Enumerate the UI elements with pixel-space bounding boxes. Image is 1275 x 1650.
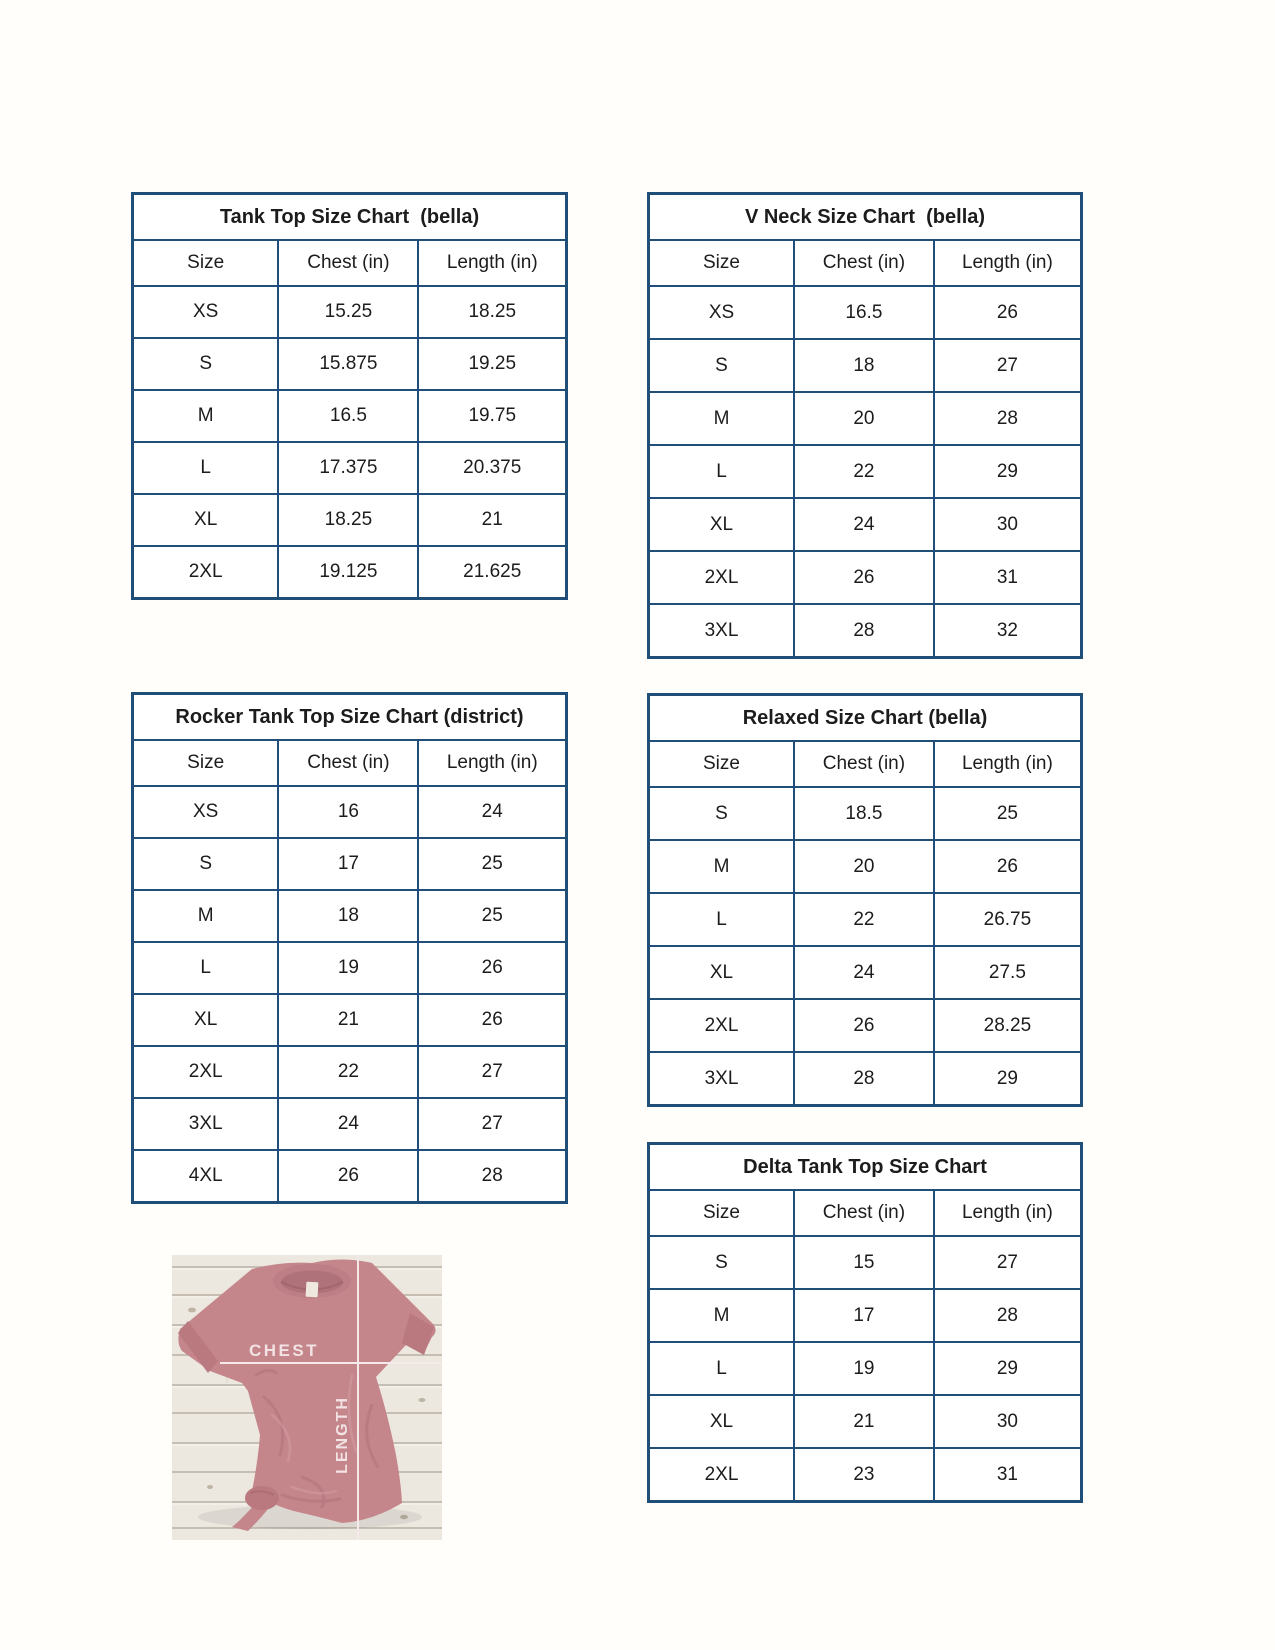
size-cell: XL [133, 994, 279, 1046]
length-cell: 19.75 [418, 390, 566, 442]
length-cell: 31 [934, 551, 1082, 604]
tshirt-measurement-illustration [172, 1255, 442, 1540]
column-header-size: Size [133, 240, 279, 286]
table-row [649, 392, 1082, 445]
table-title: V Neck Size Chart (bella) [649, 194, 1082, 241]
chest-cell: 15 [794, 1236, 934, 1289]
column-header-length: Length (in) [418, 240, 566, 286]
table-title: Rocker Tank Top Size Chart (district) [133, 694, 567, 741]
rocker-tank-top-size-table [131, 692, 568, 1204]
table-title: Tank Top Size Chart (bella) [133, 194, 567, 241]
length-label: LENGTH [334, 1396, 351, 1474]
size-cell: L [133, 942, 279, 994]
table-row [649, 840, 1082, 893]
table-row [649, 999, 1082, 1052]
size-cell: S [133, 338, 279, 390]
length-cell: 18.25 [418, 286, 566, 338]
size-cell: 2XL [649, 999, 794, 1052]
chest-cell: 24 [794, 946, 934, 999]
table-title: Relaxed Size Chart (bella) [649, 695, 1082, 742]
column-header-size: Size [649, 240, 794, 286]
chest-cell: 16 [278, 786, 418, 838]
chest-cell: 17 [278, 838, 418, 890]
table-row [649, 286, 1082, 339]
size-cell: L [649, 893, 794, 946]
table-row [649, 498, 1082, 551]
table-row [133, 1150, 567, 1203]
table-row [649, 551, 1082, 604]
size-cell: S [133, 838, 279, 890]
chest-cell: 16.5 [278, 390, 418, 442]
chest-cell: 24 [794, 498, 934, 551]
column-header-length: Length (in) [934, 240, 1082, 286]
length-cell: 21.625 [418, 546, 566, 599]
length-cell: 27 [934, 339, 1082, 392]
length-cell: 29 [934, 445, 1082, 498]
length-cell: 27.5 [934, 946, 1082, 999]
column-header-chest: Chest (in) [794, 741, 934, 787]
size-cell: 3XL [649, 1052, 794, 1106]
table-row [649, 1052, 1082, 1106]
tank-top-size-table [131, 192, 568, 600]
size-cell: 2XL [649, 1448, 794, 1502]
table-row [133, 1046, 567, 1098]
chest-cell: 26 [794, 551, 934, 604]
column-header-length: Length (in) [934, 741, 1082, 787]
chest-cell: 24 [278, 1098, 418, 1150]
length-cell: 26.75 [934, 893, 1082, 946]
table-row [649, 445, 1082, 498]
table-row [133, 890, 567, 942]
size-cell: XS [649, 286, 794, 339]
length-cell: 28.25 [934, 999, 1082, 1052]
column-header-size: Size [649, 741, 794, 787]
chest-cell: 20 [794, 840, 934, 893]
table-row [649, 339, 1082, 392]
length-cell: 28 [934, 1289, 1082, 1342]
chest-cell: 22 [794, 893, 934, 946]
chest-cell: 22 [794, 445, 934, 498]
chest-cell: 23 [794, 1448, 934, 1502]
size-cell: XL [649, 946, 794, 999]
length-cell: 19.25 [418, 338, 566, 390]
length-cell: 32 [934, 604, 1082, 658]
chest-cell: 21 [794, 1395, 934, 1448]
table-row [649, 893, 1082, 946]
table-row [649, 1236, 1082, 1289]
table-row [133, 546, 567, 599]
column-header-chest: Chest (in) [278, 740, 418, 786]
collar [273, 1264, 351, 1298]
chest-cell: 22 [278, 1046, 418, 1098]
length-cell: 30 [934, 498, 1082, 551]
size-cell: 2XL [133, 546, 279, 599]
column-header-size: Size [133, 740, 279, 786]
table-title: Delta Tank Top Size Chart [649, 1144, 1082, 1191]
length-cell: 27 [934, 1236, 1082, 1289]
column-header-size: Size [649, 1190, 794, 1236]
table-row [133, 942, 567, 994]
chest-label: CHEST [248, 1341, 320, 1360]
chest-cell: 19 [794, 1342, 934, 1395]
chest-cell: 21 [278, 994, 418, 1046]
table-row [133, 286, 567, 338]
delta-tank-top-size-table [647, 1142, 1083, 1503]
table-row [649, 1448, 1082, 1502]
chest-cell: 16.5 [794, 286, 934, 339]
length-cell: 29 [934, 1342, 1082, 1395]
chest-cell: 20 [794, 392, 934, 445]
column-header-length: Length (in) [418, 740, 566, 786]
chest-cell: 18.5 [794, 787, 934, 840]
size-cell: 3XL [133, 1098, 279, 1150]
chest-cell: 15.875 [278, 338, 418, 390]
size-cell: M [649, 392, 794, 445]
size-cell: M [649, 1289, 794, 1342]
table-row [133, 442, 567, 494]
chest-cell: 28 [794, 604, 934, 658]
size-cell: L [649, 1342, 794, 1395]
table-row [133, 338, 567, 390]
size-cell: L [649, 445, 794, 498]
chest-cell: 26 [794, 999, 934, 1052]
column-header-chest: Chest (in) [794, 1190, 934, 1236]
chest-cell: 15.25 [278, 286, 418, 338]
length-cell: 25 [418, 890, 566, 942]
chest-cell: 19.125 [278, 546, 418, 599]
table-row [133, 786, 567, 838]
size-cell: M [133, 390, 279, 442]
table-row [133, 494, 567, 546]
length-cell: 24 [418, 786, 566, 838]
size-cell: 4XL [133, 1150, 279, 1203]
size-cell: 3XL [649, 604, 794, 658]
length-cell: 26 [418, 994, 566, 1046]
size-cell: L [133, 442, 279, 494]
chest-cell: 17.375 [278, 442, 418, 494]
v-neck-size-table [647, 192, 1083, 659]
size-cell: 2XL [649, 551, 794, 604]
column-header-length: Length (in) [934, 1190, 1082, 1236]
length-cell: 28 [418, 1150, 566, 1203]
table-row [649, 1395, 1082, 1448]
table-row [133, 390, 567, 442]
size-cell: XS [133, 286, 279, 338]
table-row [649, 604, 1082, 658]
length-cell: 25 [934, 787, 1082, 840]
chest-cell: 17 [794, 1289, 934, 1342]
chest-cell: 28 [794, 1052, 934, 1106]
relaxed-size-table [647, 693, 1083, 1107]
length-cell: 29 [934, 1052, 1082, 1106]
size-cell: S [649, 339, 794, 392]
length-cell: 27 [418, 1098, 566, 1150]
table-row [133, 1098, 567, 1150]
size-cell: XL [649, 1395, 794, 1448]
column-header-chest: Chest (in) [278, 240, 418, 286]
size-cell: XL [133, 494, 279, 546]
table-row [133, 838, 567, 890]
table-row [649, 1289, 1082, 1342]
length-cell: 30 [934, 1395, 1082, 1448]
chest-cell: 18 [278, 890, 418, 942]
size-cell: XS [133, 786, 279, 838]
size-cell: M [649, 840, 794, 893]
size-cell: S [649, 1236, 794, 1289]
length-cell: 26 [934, 286, 1082, 339]
collar-tag [306, 1282, 319, 1298]
table-row [649, 1342, 1082, 1395]
length-cell: 28 [934, 392, 1082, 445]
tshirt-measurement-photo [172, 1255, 442, 1540]
size-cell: 2XL [133, 1046, 279, 1098]
length-cell: 25 [418, 838, 566, 890]
chest-cell: 19 [278, 942, 418, 994]
table-row [649, 946, 1082, 999]
size-cell: XL [649, 498, 794, 551]
size-cell: M [133, 890, 279, 942]
length-cell: 26 [418, 942, 566, 994]
length-cell: 31 [934, 1448, 1082, 1502]
length-cell: 27 [418, 1046, 566, 1098]
length-cell: 20.375 [418, 442, 566, 494]
length-cell: 21 [418, 494, 566, 546]
chest-cell: 26 [278, 1150, 418, 1203]
table-row [649, 787, 1082, 840]
column-header-chest: Chest (in) [794, 240, 934, 286]
table-row [133, 994, 567, 1046]
length-cell: 26 [934, 840, 1082, 893]
chest-cell: 18.25 [278, 494, 418, 546]
chest-cell: 18 [794, 339, 934, 392]
size-cell: S [649, 787, 794, 840]
